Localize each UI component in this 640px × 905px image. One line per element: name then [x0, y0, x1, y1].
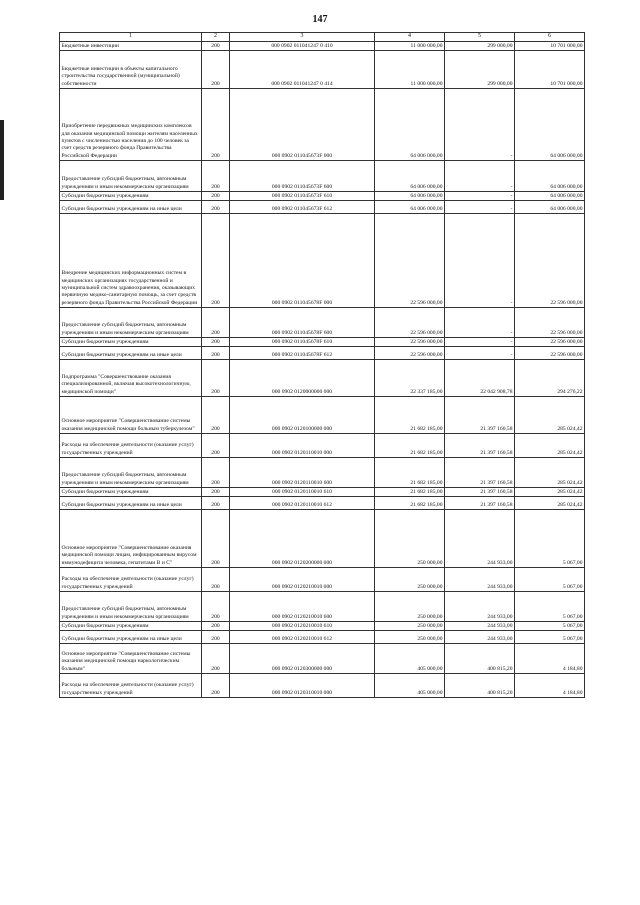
remaining-amount-cell: 285 024,42 [515, 488, 585, 497]
column-header: 6 [515, 33, 585, 42]
table-row [60, 347, 585, 360]
executed-amount-cell: - [445, 201, 515, 214]
classification-code-cell: 000 0902 0120310010 000 [230, 674, 375, 698]
table-row [60, 644, 585, 674]
remaining-amount-cell: 64 006 000,00 [515, 161, 585, 192]
executed-amount-cell: 21 397 160,58 [445, 497, 515, 510]
table-body [60, 42, 585, 698]
remaining-amount-cell: 22 596 000,00 [515, 214, 585, 308]
table-row [60, 360, 585, 397]
row-name-cell: Предоставление субсидий бюджетным, автономным учреждениям и иным некоммерческим организациям [60, 308, 202, 338]
classification-code-cell: 000 0902 0120110010 610 [230, 488, 375, 497]
admin-code-cell: 200 [202, 347, 230, 360]
table-row [60, 568, 585, 592]
classification-code-cell: 000 0902 011045673F 612 [230, 201, 375, 214]
remaining-amount-cell: 10 701 000,00 [515, 51, 585, 89]
executed-amount-cell: 22 042 908,78 [445, 360, 515, 397]
planned-amount-cell: 21 682 185,00 [375, 488, 445, 497]
planned-amount-cell: 405 000,00 [375, 674, 445, 698]
admin-code-cell: 200 [202, 622, 230, 631]
classification-code-cell: 000 0902 011041247 0 410 [230, 42, 375, 51]
remaining-amount-cell: 4 184,80 [515, 644, 585, 674]
row-name-cell: Расходы на обеспечение деятельности (оказание услуг) государственных учреждений [60, 434, 202, 458]
planned-amount-cell: 250 000,00 [375, 622, 445, 631]
remaining-amount-cell: 4 184,80 [515, 674, 585, 698]
row-name-cell: Субсидии бюджетным учреждениям [60, 338, 202, 347]
executed-amount-cell: - [445, 214, 515, 308]
classification-code-cell: 000 0902 0120200000 000 [230, 510, 375, 568]
admin-code-cell: 200 [202, 434, 230, 458]
executed-amount-cell: 244 933,00 [445, 510, 515, 568]
planned-amount-cell: 21 682 185,00 [375, 397, 445, 434]
planned-amount-cell: 250 000,00 [375, 510, 445, 568]
table-row [60, 51, 585, 89]
admin-code-cell: 200 [202, 644, 230, 674]
executed-amount-cell: 21 397 160,58 [445, 397, 515, 434]
row-name-cell: Субсидии бюджетным учреждениям [60, 192, 202, 201]
row-name-cell: Приобретение передвижных медицинских комплексов для оказания медицинской помощи жителям населенных пунктов с численностью населения до 100 человек за счет средств резервного фонда Правительства Российской Федерации [60, 89, 202, 161]
classification-code-cell: 000 0902 0120110010 600 [230, 458, 375, 488]
remaining-amount-cell: 10 701 000,00 [515, 42, 585, 51]
scan-edge-mark [0, 120, 4, 200]
admin-code-cell: 200 [202, 568, 230, 592]
table-row [60, 192, 585, 201]
table-row [60, 510, 585, 568]
table-row [60, 458, 585, 488]
admin-code-cell: 200 [202, 397, 230, 434]
table-row [60, 308, 585, 338]
table-row [60, 338, 585, 347]
executed-amount-cell: - [445, 89, 515, 161]
admin-code-cell: 200 [202, 214, 230, 308]
admin-code-cell: 200 [202, 458, 230, 488]
classification-code-cell: 000 0902 011041247 0 414 [230, 51, 375, 89]
remaining-amount-cell: 64 006 000,00 [515, 192, 585, 201]
planned-amount-cell: 22 337 185,00 [375, 360, 445, 397]
planned-amount-cell: 64 006 000,00 [375, 161, 445, 192]
executed-amount-cell: - [445, 347, 515, 360]
table-row [60, 488, 585, 497]
remaining-amount-cell: 22 596 000,00 [515, 347, 585, 360]
planned-amount-cell: 11 000 000,00 [375, 51, 445, 89]
planned-amount-cell: 22 596 000,00 [375, 308, 445, 338]
classification-code-cell: 000 0902 0120210010 000 [230, 568, 375, 592]
row-name-cell: Субсидии бюджетным учреждениям [60, 622, 202, 631]
executed-amount-cell: 244 933,00 [445, 568, 515, 592]
table-row [60, 674, 585, 698]
row-name-cell: Бюджетные инвестиции [60, 42, 202, 51]
remaining-amount-cell: 5 067,00 [515, 631, 585, 644]
executed-amount-cell: 299 000,00 [445, 42, 515, 51]
classification-code-cell: 000 0902 011045673F 600 [230, 161, 375, 192]
classification-code-cell: 000 0902 0120110010 000 [230, 434, 375, 458]
executed-amount-cell: 299 000,00 [445, 51, 515, 89]
planned-amount-cell: 22 596 000,00 [375, 338, 445, 347]
table-row [60, 89, 585, 161]
planned-amount-cell: 64 006 000,00 [375, 201, 445, 214]
classification-code-cell: 000 0902 011045678F 610 [230, 338, 375, 347]
table-row [60, 161, 585, 192]
executed-amount-cell: 244 933,00 [445, 592, 515, 622]
table-row [60, 434, 585, 458]
remaining-amount-cell: 64 006 000,00 [515, 201, 585, 214]
planned-amount-cell: 405 000,00 [375, 644, 445, 674]
executed-amount-cell: - [445, 338, 515, 347]
row-name-cell: Субсидии бюджетным учреждениям на иные цели [60, 347, 202, 360]
planned-amount-cell: 21 682 185,00 [375, 434, 445, 458]
column-number-row [60, 33, 585, 42]
remaining-amount-cell: 5 067,00 [515, 592, 585, 622]
executed-amount-cell: - [445, 192, 515, 201]
classification-code-cell: 000 0902 0120210010 600 [230, 592, 375, 622]
table-row [60, 214, 585, 308]
row-name-cell: Основное мероприятие "Совершенствование оказания медицинской помощи лицам, инфицированным вирусом иммунодефицита человека, гепатитами В и С" [60, 510, 202, 568]
planned-amount-cell: 21 682 185,00 [375, 497, 445, 510]
classification-code-cell: 000 0902 011045678F 600 [230, 308, 375, 338]
table-row [60, 42, 585, 51]
remaining-amount-cell: 5 067,00 [515, 622, 585, 631]
planned-amount-cell: 64 006 000,00 [375, 89, 445, 161]
executed-amount-cell: 244 933,00 [445, 622, 515, 631]
admin-code-cell: 200 [202, 161, 230, 192]
classification-code-cell: 000 0902 0120100000 000 [230, 397, 375, 434]
admin-code-cell: 200 [202, 308, 230, 338]
admin-code-cell: 200 [202, 360, 230, 397]
page-number: 147 [312, 14, 328, 25]
classification-code-cell: 000 0902 011045673F 000 [230, 89, 375, 161]
row-name-cell: Субсидии бюджетным учреждениям на иные цели [60, 497, 202, 510]
column-header: 1 [60, 33, 202, 42]
classification-code-cell: 000 0902 0120110010 612 [230, 497, 375, 510]
row-name-cell: Предоставление субсидий бюджетным, автономным учреждениям и иным некоммерческим организациям [60, 458, 202, 488]
remaining-amount-cell: 5 067,00 [515, 568, 585, 592]
remaining-amount-cell: 285 024,42 [515, 458, 585, 488]
remaining-amount-cell: 22 596 000,00 [515, 308, 585, 338]
executed-amount-cell: 21 397 160,58 [445, 434, 515, 458]
remaining-amount-cell: 64 006 000,00 [515, 89, 585, 161]
planned-amount-cell: 64 006 000,00 [375, 192, 445, 201]
admin-code-cell: 200 [202, 488, 230, 497]
table-row [60, 397, 585, 434]
budget-report-table [59, 32, 585, 698]
table-row [60, 622, 585, 631]
table-row [60, 592, 585, 622]
row-name-cell: Субсидии бюджетным учреждениям на иные цели [60, 631, 202, 644]
column-header: 4 [375, 33, 445, 42]
row-name-cell: Субсидии бюджетным учреждениям на иные цели [60, 201, 202, 214]
admin-code-cell: 200 [202, 497, 230, 510]
row-name-cell: Основное мероприятие "Совершенствование системы оказания медицинской помощи больным туберкулезом" [60, 397, 202, 434]
planned-amount-cell: 22 596 000,00 [375, 214, 445, 308]
planned-amount-cell: 21 682 185,00 [375, 458, 445, 488]
classification-code-cell: 000 0902 011045678F 612 [230, 347, 375, 360]
row-name-cell: Подпрограмма "Совершенствование оказания специализированной, включая высокотехнологичную, медицинской помощи" [60, 360, 202, 397]
admin-code-cell: 200 [202, 338, 230, 347]
planned-amount-cell: 250 000,00 [375, 631, 445, 644]
executed-amount-cell: - [445, 308, 515, 338]
admin-code-cell: 200 [202, 51, 230, 89]
row-name-cell: Внедрение медицинских информационных систем в медицинских организациях государственной и муниципальной систем здравоохранения, оказывающих первичную медико-санитарную помощь, за счет средств резервного фонда Правительства Российской Федерации [60, 214, 202, 308]
admin-code-cell: 200 [202, 674, 230, 698]
executed-amount-cell: 21 397 160,58 [445, 458, 515, 488]
admin-code-cell: 200 [202, 89, 230, 161]
remaining-amount-cell: 285 024,42 [515, 397, 585, 434]
row-name-cell: Предоставление субсидий бюджетным, автономным учреждениям и иным некоммерческим организациям [60, 592, 202, 622]
planned-amount-cell: 11 000 000,00 [375, 42, 445, 51]
row-name-cell: Расходы на обеспечение деятельности (оказание услуг) государственных учреждений [60, 568, 202, 592]
row-name-cell: Основное мероприятие "Совершенствование системы оказания медицинской помощи наркологическим больным" [60, 644, 202, 674]
executed-amount-cell: 400 815,20 [445, 644, 515, 674]
column-header: 5 [445, 33, 515, 42]
remaining-amount-cell: 285 024,42 [515, 497, 585, 510]
admin-code-cell: 200 [202, 631, 230, 644]
table-row [60, 497, 585, 510]
executed-amount-cell: 400 815,20 [445, 674, 515, 698]
classification-code-cell: 000 0902 0120210010 612 [230, 631, 375, 644]
classification-code-cell: 000 0902 011045673F 610 [230, 192, 375, 201]
remaining-amount-cell: 294 276,22 [515, 360, 585, 397]
classification-code-cell: 000 0902 0120300000 000 [230, 644, 375, 674]
table-row [60, 201, 585, 214]
classification-code-cell: 000 0902 011045678F 000 [230, 214, 375, 308]
column-header: 2 [202, 33, 230, 42]
remaining-amount-cell: 285 024,42 [515, 434, 585, 458]
table-row [60, 631, 585, 644]
admin-code-cell: 200 [202, 192, 230, 201]
admin-code-cell: 200 [202, 201, 230, 214]
remaining-amount-cell: 22 596 000,00 [515, 338, 585, 347]
admin-code-cell: 200 [202, 592, 230, 622]
row-name-cell: Бюджетные инвестиции в объекты капитального строительства государственной (муниципальной) собственности [60, 51, 202, 89]
row-name-cell: Расходы на обеспечение деятельности (оказание услуг) государственных учреждений [60, 674, 202, 698]
executed-amount-cell: 244 933,00 [445, 631, 515, 644]
executed-amount-cell: 21 397 160,58 [445, 488, 515, 497]
row-name-cell: Субсидии бюджетным учреждениям [60, 488, 202, 497]
admin-code-cell: 200 [202, 42, 230, 51]
classification-code-cell: 000 0902 0120210010 610 [230, 622, 375, 631]
admin-code-cell: 200 [202, 510, 230, 568]
remaining-amount-cell: 5 067,00 [515, 510, 585, 568]
classification-code-cell: 000 0902 0120000000 000 [230, 360, 375, 397]
planned-amount-cell: 250 000,00 [375, 568, 445, 592]
row-name-cell: Предоставление субсидий бюджетным, автономным учреждениям и иным некоммерческим организациям [60, 161, 202, 192]
executed-amount-cell: - [445, 161, 515, 192]
column-header: 3 [230, 33, 375, 42]
planned-amount-cell: 250 000,00 [375, 592, 445, 622]
planned-amount-cell: 22 596 000,00 [375, 347, 445, 360]
table-header [60, 33, 585, 42]
